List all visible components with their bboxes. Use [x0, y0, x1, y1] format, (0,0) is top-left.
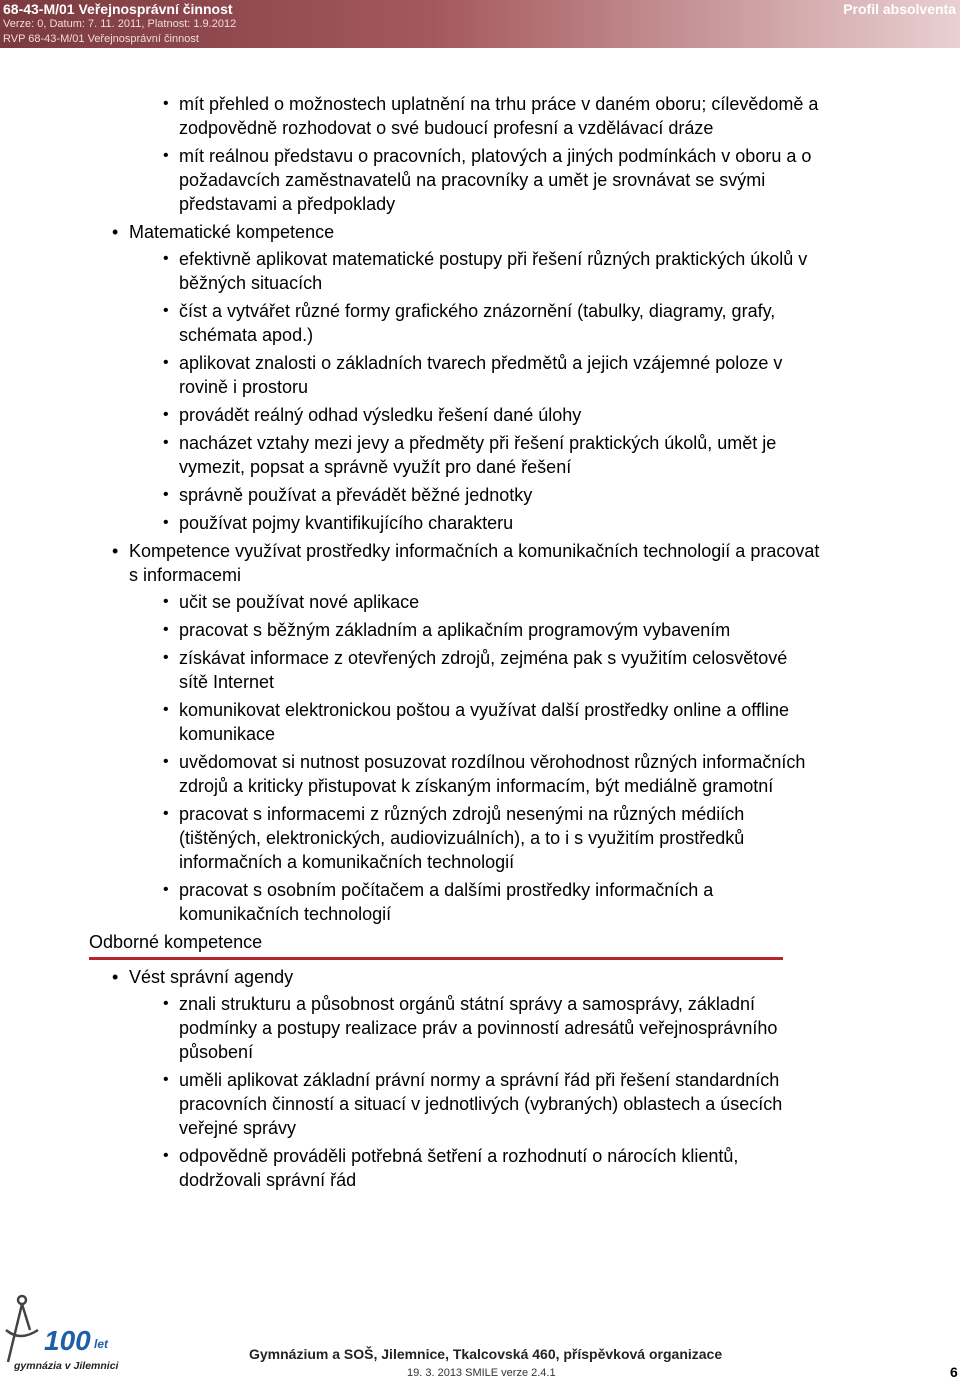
list-item: [0, 618, 819, 642]
list-item: [0, 750, 819, 798]
header-rvp: RVP 68-43-M/01 Veřejnosprávní činnost: [3, 33, 199, 45]
footer-organization: Gymnázium a SOŠ, Jilemnice, Tkalcovská 460, příspěvková organizace: [249, 1346, 723, 1362]
bullet-icon: •: [163, 406, 169, 423]
list-item: [0, 1068, 819, 1140]
page-number: 6: [950, 1364, 958, 1380]
bullet-icon: •: [163, 805, 169, 822]
bullet-icon: •: [163, 593, 169, 610]
document-header: [0, 0, 960, 48]
bullet-icon: •: [163, 434, 169, 451]
list-item: [0, 1144, 819, 1192]
bullet-icon: •: [163, 147, 169, 164]
bullet-icon: •: [163, 701, 169, 718]
list-item-text: nacházet vztahy mezi jevy a předměty při řešení praktických úkolů, umět je vymezit, popsat a správně využít pro dané řešení: [179, 433, 777, 477]
list-item: [0, 403, 819, 427]
section-divider: [89, 957, 783, 960]
bullet-icon: •: [163, 354, 169, 371]
list-item: [0, 483, 819, 507]
bullet-icon: •: [112, 541, 119, 561]
list-item: [0, 431, 819, 479]
list-item-text: správně používat a převádět běžné jednotky: [179, 485, 533, 505]
list-item-text: získávat informace z otevřených zdrojů, zejména pak s využitím celosvětové sítě Internet: [179, 648, 788, 692]
logo-number: 100: [44, 1325, 91, 1356]
bullet-icon: •: [112, 967, 119, 987]
header-version: Verze: 0, Datum: 7. 11. 2011, Platnost: 1.9.2012: [3, 18, 237, 30]
list-item-text: Kompetence využívat prostředky informačních a komunikačních technologií a pracovat s informacemi: [129, 541, 820, 585]
list-item-text: znali strukturu a působnost orgánů státní správy a samosprávy, základní podmínky a postupy realizace práv a povinností adresátů veřejnosprávního působení: [179, 994, 778, 1062]
list-item: [0, 247, 819, 295]
list-item-text: používat pojmy kvantifikujícího charakteru: [179, 513, 514, 533]
list-item-text: mít přehled o možnostech uplatnění na trhu práce v daném oboru; cílevědomě a zodpovědně rozhodovat o své budoucí profesní a vzdělávací dráze: [179, 94, 819, 138]
bullet-icon: •: [163, 753, 169, 770]
list-item: [0, 802, 819, 874]
list-item-text: odpovědně prováděli potřebná šetření a rozhodnutí o nárocích klientů, dodržovali správní řád: [179, 1146, 739, 1190]
logo-suffix: let: [94, 1337, 109, 1351]
professional-competence-list: [0, 965, 960, 1192]
list-item-text: pracovat s osobním počítačem a dalšími prostředky informačních a komunikačních technologií: [179, 880, 714, 924]
bullet-icon: •: [163, 302, 169, 319]
list-item-text: pracovat s informacemi z různých zdrojů nesenými na různých médiích (tištěných, elektronických, audiovizuálních), a to i s využitím prostředků informačních a komunikačních technologií: [179, 804, 745, 872]
bullet-icon: •: [163, 995, 169, 1012]
bullet-icon: •: [163, 649, 169, 666]
list-item: [0, 92, 819, 140]
competence-list: [0, 92, 960, 926]
header-title: 68-43-M/01 Veřejnosprávní činnost: [3, 1, 233, 17]
document-body: [0, 92, 960, 1196]
list-item: [0, 299, 819, 347]
bullet-icon: •: [163, 1147, 169, 1164]
bullet-icon: •: [163, 514, 169, 531]
list-item: [0, 351, 819, 399]
list-item: [0, 878, 819, 926]
bullet-icon: •: [163, 486, 169, 503]
list-item-text: číst a vytvářet různé formy grafického znázornění (tabulky, diagramy, grafy, schémata apod.): [179, 301, 776, 345]
bullet-icon: •: [163, 95, 169, 112]
list-heading-item: [0, 220, 829, 244]
list-item: [0, 646, 819, 694]
list-item: [0, 992, 819, 1064]
header-section-title: Profil absolventa: [843, 1, 956, 17]
list-item-text: Vést správní agendy: [129, 967, 294, 987]
list-item-text: uvědomovat si nutnost posuzovat rozdílnou věrohodnost různých informačních zdrojů a kriticky přistupovat k získaným informacím, být mediálně gramotní: [179, 752, 806, 796]
list-item-text: Matematické kompetence: [129, 222, 335, 242]
list-item-text: učit se používat nové aplikace: [179, 592, 420, 612]
list-item: [0, 590, 819, 614]
list-item-text: provádět reálný odhad výsledku řešení dané úlohy: [179, 405, 582, 425]
list-item: [0, 144, 819, 216]
list-item-text: uměli aplikovat základní právní normy a správní řád při řešení standardních pracovních činností a situací v jednotlivých (vybraných) oblastech a úsecích veřejné správy: [179, 1070, 783, 1138]
list-item: [0, 698, 819, 746]
list-item: [0, 511, 819, 535]
list-item-text: pracovat s běžným základním a aplikačním programovým vybavením: [179, 620, 731, 640]
list-item-text: efektivně aplikovat matematické postupy při řešení různých praktických úkolů v běžných situacích: [179, 249, 808, 293]
section-heading: Odborné kompetence: [89, 932, 263, 952]
list-item-text: mít reálnou představu o pracovních, platových a jiných podmínkách v oboru a o požadavcích zaměstnavatelů na pracovníky a umět je srovnávat se svými představami a předpoklady: [179, 146, 812, 214]
bullet-icon: •: [163, 1071, 169, 1088]
list-item-text: aplikovat znalosti o základních tvarech předmětů a jejich vzájemné poloze v rovině i prostoru: [179, 353, 783, 397]
compass-top-icon: [18, 1296, 26, 1304]
footer-version: 19. 3. 2013 SMILE verze 2.4.1: [407, 1367, 556, 1379]
bullet-icon: •: [163, 881, 169, 898]
list-item-text: komunikovat elektronickou poštou a využívat další prostředky online a offline komunikace: [179, 700, 790, 744]
list-heading-item: [0, 965, 829, 989]
bullet-icon: •: [163, 250, 169, 267]
school-logo: [0, 1290, 120, 1380]
logo-name: gymnázia v Jilemnici: [14, 1360, 119, 1372]
list-heading-item: [0, 539, 829, 587]
bullet-icon: •: [163, 621, 169, 638]
bullet-icon: •: [112, 222, 119, 242]
